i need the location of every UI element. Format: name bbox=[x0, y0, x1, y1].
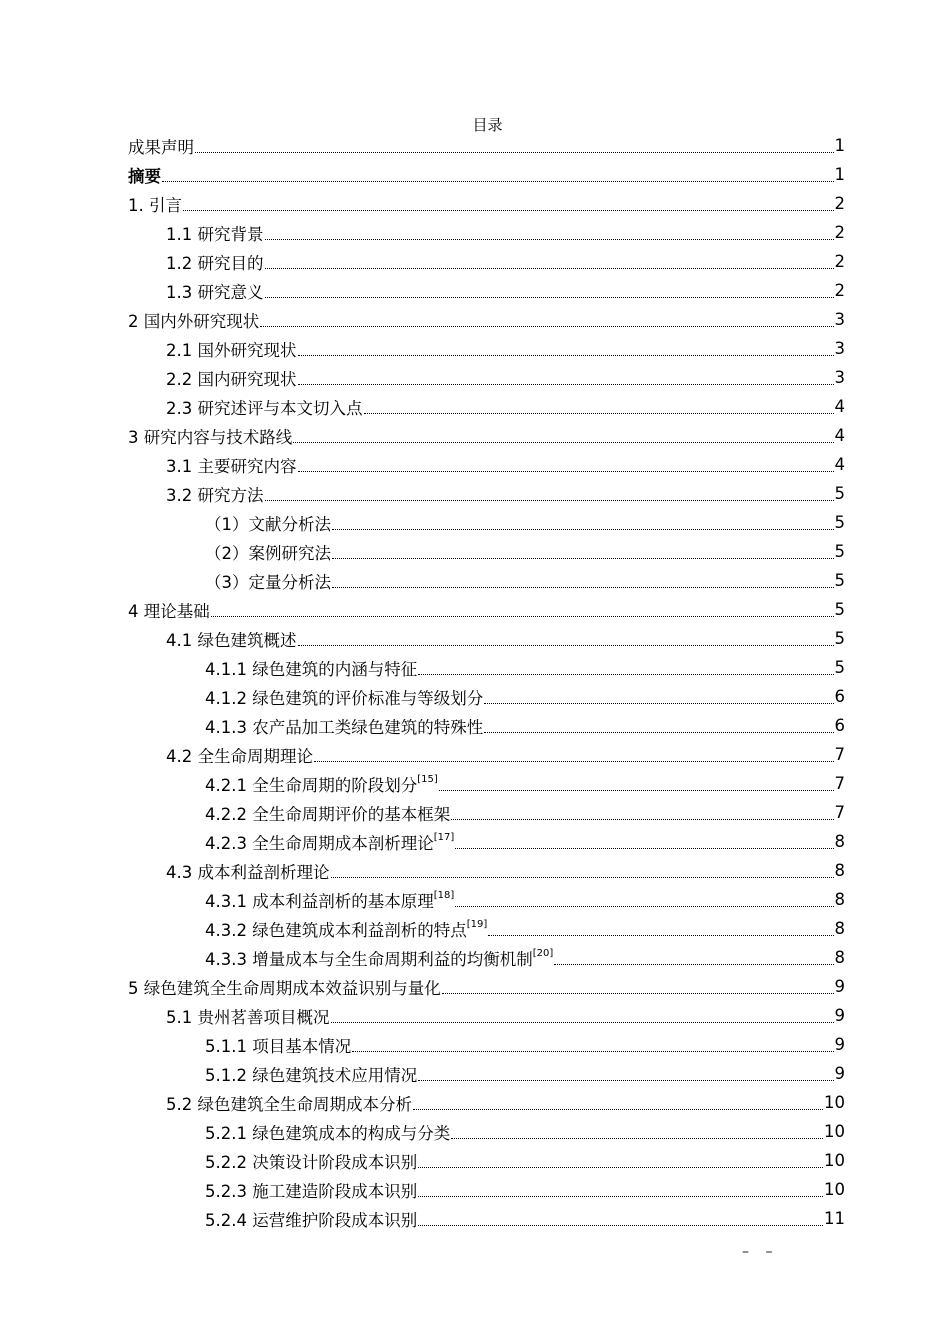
toc-entry[interactable] bbox=[0, 189, 950, 218]
dot-leader bbox=[332, 586, 834, 588]
toc-entry-label: 4.3.1 成本利益剖析的基本原理 bbox=[205, 891, 434, 911]
toc-entry[interactable] bbox=[0, 682, 950, 711]
dot-leader bbox=[298, 383, 834, 385]
toc-page-number: 5 bbox=[834, 658, 845, 677]
dot-leader bbox=[293, 441, 833, 443]
dot-leader bbox=[195, 151, 834, 153]
toc-entry-title bbox=[128, 424, 292, 448]
toc-entry-label: 5.2.4 运营维护阶段成本识别 bbox=[205, 1210, 418, 1230]
toc-entry-label: 1.3 研究意义 bbox=[166, 282, 264, 302]
toc-page-number: 4 bbox=[834, 397, 845, 416]
toc-entry-label: 4.2.3 全生命周期成本剖析理论 bbox=[205, 833, 434, 853]
dot-leader bbox=[554, 963, 833, 965]
dot-leader bbox=[260, 325, 833, 327]
toc-entry[interactable] bbox=[0, 798, 950, 827]
toc-entry[interactable] bbox=[0, 131, 950, 160]
toc-title: 目录 bbox=[472, 116, 503, 134]
toc-entry[interactable] bbox=[0, 1175, 950, 1204]
toc-entry[interactable] bbox=[0, 827, 950, 856]
toc-entry[interactable] bbox=[0, 1146, 950, 1175]
toc-entry-title bbox=[128, 192, 182, 216]
dot-leader bbox=[211, 615, 834, 617]
toc-entry-title bbox=[166, 366, 297, 390]
dot-leader bbox=[265, 267, 834, 269]
dot-leader bbox=[413, 1108, 823, 1110]
toc-entry-label: 4.2.2 全生命周期评价的基本框架 bbox=[205, 804, 451, 824]
toc-entry-label: 4.1 绿色建筑概述 bbox=[166, 630, 297, 650]
toc-entry[interactable] bbox=[0, 566, 950, 595]
toc-entry-title bbox=[166, 337, 297, 361]
toc-entry[interactable] bbox=[0, 943, 950, 972]
dot-leader bbox=[298, 470, 834, 472]
toc-page-number: 6 bbox=[834, 687, 845, 706]
toc-entry[interactable] bbox=[0, 421, 950, 450]
toc-entry-label: 5 绿色建筑全生命周期成本效益识别与量化 bbox=[128, 978, 441, 998]
toc-entry-label: 1. 引言 bbox=[128, 195, 182, 215]
toc-entry[interactable] bbox=[0, 1088, 950, 1117]
citation-superscript: [17] bbox=[433, 832, 455, 843]
toc-page-number: 5 bbox=[834, 484, 845, 503]
toc-entry[interactable] bbox=[0, 740, 950, 769]
toc-entry-label: 5.2 绿色建筑全生命周期成本分析 bbox=[166, 1094, 412, 1114]
toc-page-number: 7 bbox=[834, 803, 845, 822]
dot-leader bbox=[439, 789, 834, 791]
toc-entry-label: （3）定量分析法 bbox=[205, 572, 331, 592]
toc-page-number: 4 bbox=[834, 455, 845, 474]
toc-entry-title bbox=[166, 859, 330, 883]
toc-entry-label: 5.2.1 绿色建筑成本的构成与分类 bbox=[205, 1123, 451, 1143]
dot-leader bbox=[455, 847, 833, 849]
toc-entry-title bbox=[205, 540, 331, 564]
toc-entry-title bbox=[205, 917, 487, 941]
toc-entry-title bbox=[205, 946, 553, 970]
toc-page-number: 10 bbox=[824, 1151, 845, 1170]
dot-leader bbox=[265, 296, 834, 298]
toc-entry-label: 5.2.3 施工建造阶段成本识别 bbox=[205, 1181, 418, 1201]
toc-page-number: 9 bbox=[834, 1006, 845, 1025]
dot-leader bbox=[183, 209, 834, 211]
toc-page-number: 3 bbox=[834, 310, 845, 329]
toc-page-number: 11 bbox=[824, 1209, 845, 1228]
toc-page-number: 10 bbox=[824, 1180, 845, 1199]
dot-leader bbox=[418, 1195, 823, 1197]
citation-superscript: [19] bbox=[466, 919, 488, 930]
dot-leader bbox=[418, 673, 833, 675]
toc-page-number: 8 bbox=[834, 919, 845, 938]
toc-entry-label: 成果声明 bbox=[128, 137, 194, 157]
dot-leader bbox=[451, 818, 833, 820]
dot-leader bbox=[331, 1021, 834, 1023]
toc-page-number: 10 bbox=[824, 1093, 845, 1112]
toc-page-number: 9 bbox=[834, 977, 845, 996]
toc-entry-title bbox=[166, 250, 264, 274]
toc-entry-label: 3.2 研究方法 bbox=[166, 485, 264, 505]
table-of-contents bbox=[0, 131, 950, 1233]
dot-leader bbox=[298, 644, 834, 646]
toc-entry[interactable] bbox=[0, 479, 950, 508]
toc-entry[interactable] bbox=[0, 972, 950, 1001]
toc-entry[interactable] bbox=[0, 218, 950, 247]
toc-entry[interactable] bbox=[0, 247, 950, 276]
toc-entry-title bbox=[205, 1062, 417, 1086]
toc-entry-title bbox=[166, 395, 363, 419]
toc-entry[interactable] bbox=[0, 363, 950, 392]
toc-entry[interactable] bbox=[0, 1001, 950, 1030]
toc-entry-title bbox=[166, 279, 264, 303]
toc-entry[interactable] bbox=[0, 334, 950, 363]
toc-entry-title bbox=[166, 627, 297, 651]
dot-leader bbox=[451, 1137, 823, 1139]
toc-entry-title bbox=[205, 685, 483, 709]
toc-entry[interactable] bbox=[0, 711, 950, 740]
toc-entry-title bbox=[166, 1091, 412, 1115]
toc-page-number: 8 bbox=[834, 832, 845, 851]
toc-entry-title bbox=[128, 598, 210, 622]
toc-entry-label: 3.1 主要研究内容 bbox=[166, 456, 297, 476]
toc-entry-label: 4.1.2 绿色建筑的评价标准与等级划分 bbox=[205, 688, 484, 708]
toc-entry-title bbox=[205, 511, 331, 535]
toc-page-number: 8 bbox=[834, 890, 845, 909]
toc-entry-title bbox=[128, 134, 194, 158]
toc-entry-label: 3 研究内容与技术路线 bbox=[128, 427, 293, 447]
dot-leader bbox=[418, 1079, 833, 1081]
toc-entry-title bbox=[166, 453, 297, 477]
dot-leader bbox=[418, 1166, 823, 1168]
toc-page-number: 5 bbox=[834, 542, 845, 561]
dot-leader bbox=[455, 905, 833, 907]
toc-page-number: 9 bbox=[834, 1064, 845, 1083]
toc-entry[interactable] bbox=[0, 508, 950, 537]
dot-leader bbox=[364, 412, 834, 414]
toc-entry[interactable] bbox=[0, 160, 950, 189]
toc-entry-title bbox=[205, 801, 450, 825]
toc-entry-title bbox=[205, 1178, 417, 1202]
toc-entry[interactable] bbox=[0, 276, 950, 305]
toc-page-number: 8 bbox=[834, 861, 845, 880]
toc-entry-label: 4 理论基础 bbox=[128, 601, 210, 621]
toc-entry-title bbox=[205, 1033, 351, 1057]
toc-page-number: 1 bbox=[834, 165, 845, 184]
dot-leader bbox=[484, 702, 833, 704]
toc-entry-title bbox=[205, 1120, 450, 1144]
toc-entry[interactable] bbox=[0, 856, 950, 885]
toc-entry-label: （1）文献分析法 bbox=[205, 514, 331, 534]
toc-page-number: 3 bbox=[834, 339, 845, 358]
toc-entry-label: 4.1.3 农产品加工类绿色建筑的特殊性 bbox=[205, 717, 484, 737]
toc-page-number: 9 bbox=[834, 1035, 845, 1054]
toc-entry-title bbox=[166, 221, 264, 245]
toc-entry-title bbox=[205, 569, 331, 593]
toc-entry-label: 4.3 成本利益剖析理论 bbox=[166, 862, 330, 882]
toc-entry-title bbox=[205, 772, 438, 796]
toc-page-number: 5 bbox=[834, 571, 845, 590]
toc-entry-title bbox=[205, 656, 417, 680]
toc-entry-title bbox=[205, 888, 454, 912]
toc-entry-title bbox=[205, 830, 454, 854]
toc-entry-label: 2.2 国内研究现状 bbox=[166, 369, 297, 389]
toc-page-number: 8 bbox=[834, 948, 845, 967]
toc-entry-label: 4.3.3 增量成本与全生命周期利益的均衡机制 bbox=[205, 949, 533, 969]
dot-leader bbox=[265, 238, 834, 240]
toc-entry[interactable] bbox=[0, 769, 950, 798]
toc-entry-label: 摘要 bbox=[128, 166, 161, 186]
toc-page-number: 2 bbox=[834, 281, 845, 300]
toc-entry[interactable] bbox=[0, 885, 950, 914]
toc-entry-label: 4.2 全生命周期理论 bbox=[166, 746, 313, 766]
toc-entry-title bbox=[205, 714, 483, 738]
dot-leader bbox=[484, 731, 833, 733]
toc-entry-title bbox=[128, 163, 161, 187]
toc-page-number: 2 bbox=[834, 223, 845, 242]
toc-page-number: 5 bbox=[834, 600, 845, 619]
toc-entry-label: 5.1.1 项目基本情况 bbox=[205, 1036, 352, 1056]
citation-superscript: [20] bbox=[532, 948, 554, 959]
toc-entry[interactable] bbox=[0, 305, 950, 334]
toc-entry-label: 4.3.2 绿色建筑成本利益剖析的特点 bbox=[205, 920, 467, 940]
toc-entry-label: 4.2.1 全生命周期的阶段划分 bbox=[205, 775, 418, 795]
page-footer: – – bbox=[742, 1244, 779, 1260]
toc-page-number: 7 bbox=[834, 774, 845, 793]
toc-entry-label: 1.1 研究背景 bbox=[166, 224, 264, 244]
toc-entry-title bbox=[166, 743, 313, 767]
toc-entry[interactable] bbox=[0, 450, 950, 479]
toc-entry[interactable] bbox=[0, 1204, 950, 1233]
dot-leader bbox=[332, 557, 834, 559]
toc-entry-title bbox=[166, 482, 264, 506]
toc-entry-label: （2）案例研究法 bbox=[205, 543, 331, 563]
toc-entry-label: 2.3 研究述评与本文切入点 bbox=[166, 398, 363, 418]
toc-page-number: 10 bbox=[824, 1122, 845, 1141]
toc-entry-title bbox=[128, 308, 259, 332]
toc-entry[interactable] bbox=[0, 624, 950, 653]
toc-page-number: 2 bbox=[834, 194, 845, 213]
dot-leader bbox=[418, 1224, 823, 1226]
toc-entry[interactable] bbox=[0, 1117, 950, 1146]
toc-entry[interactable] bbox=[0, 653, 950, 682]
toc-entry[interactable] bbox=[0, 1059, 950, 1088]
toc-entry[interactable] bbox=[0, 1030, 950, 1059]
dot-leader bbox=[162, 180, 834, 182]
toc-entry[interactable] bbox=[0, 914, 950, 943]
toc-page-number: 7 bbox=[834, 745, 845, 764]
toc-page-number: 4 bbox=[834, 426, 845, 445]
toc-page-number: 6 bbox=[834, 716, 845, 735]
toc-page-number: 3 bbox=[834, 368, 845, 387]
dot-leader bbox=[298, 354, 834, 356]
dot-leader bbox=[265, 499, 834, 501]
toc-entry-label: 1.2 研究目的 bbox=[166, 253, 264, 273]
toc-entry-label: 5.1 贵州茗善项目概况 bbox=[166, 1007, 330, 1027]
toc-page-number: 5 bbox=[834, 629, 845, 648]
toc-entry-title bbox=[205, 1207, 417, 1231]
dot-leader bbox=[314, 760, 834, 762]
toc-entry-label: 2.1 国外研究现状 bbox=[166, 340, 297, 360]
dot-leader bbox=[331, 876, 834, 878]
toc-page-number: 1 bbox=[834, 136, 845, 155]
toc-entry-title bbox=[128, 975, 441, 999]
citation-superscript: [18] bbox=[433, 890, 455, 901]
dot-leader bbox=[332, 528, 834, 530]
toc-entry-label: 5.2.2 决策设计阶段成本识别 bbox=[205, 1152, 418, 1172]
citation-superscript: [15] bbox=[417, 774, 438, 785]
toc-page-number: 2 bbox=[834, 252, 845, 271]
toc-entry[interactable] bbox=[0, 392, 950, 421]
toc-entry[interactable] bbox=[0, 595, 950, 624]
toc-entry-label: 2 国内外研究现状 bbox=[128, 311, 260, 331]
dot-leader bbox=[488, 934, 833, 936]
toc-entry-label: 5.1.2 绿色建筑技术应用情况 bbox=[205, 1065, 418, 1085]
dot-leader bbox=[352, 1050, 833, 1052]
toc-entry-label: 4.1.1 绿色建筑的内涵与特征 bbox=[205, 659, 418, 679]
toc-page-number: 5 bbox=[834, 513, 845, 532]
toc-entry-title bbox=[166, 1004, 330, 1028]
toc-entry-title bbox=[205, 1149, 417, 1173]
toc-entry[interactable] bbox=[0, 537, 950, 566]
dot-leader bbox=[442, 992, 834, 994]
